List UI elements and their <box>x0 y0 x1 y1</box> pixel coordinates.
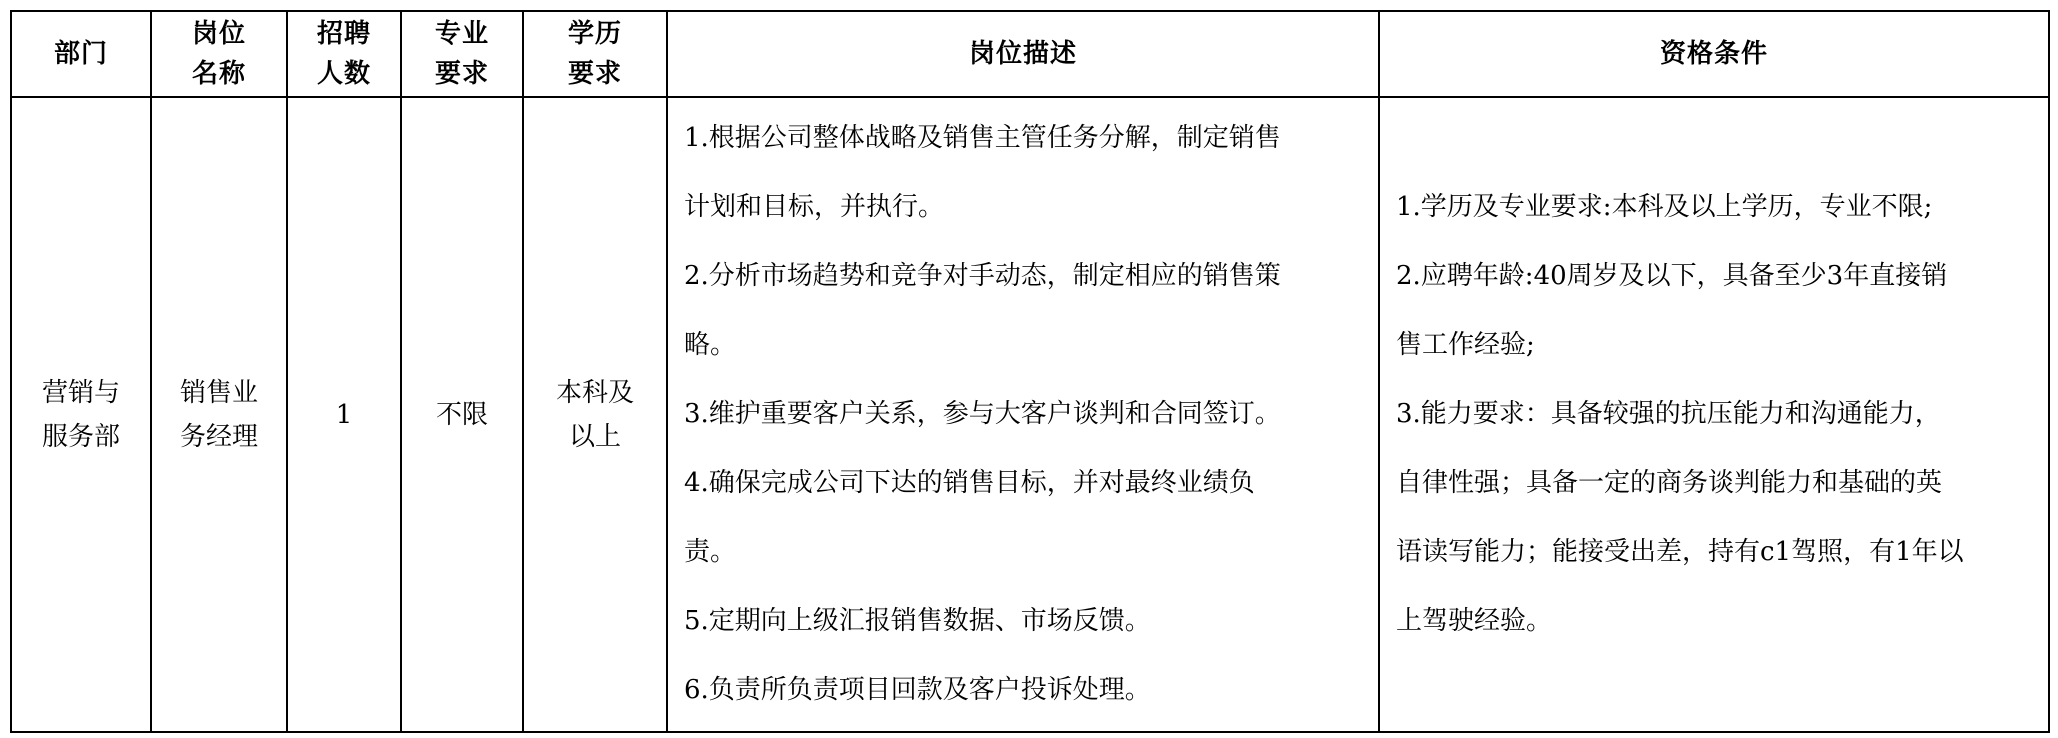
header-education-line1: 学历 <box>567 19 622 49</box>
major-value: 不限 <box>435 399 488 430</box>
header-position <box>151 11 287 97</box>
cell-qualifications <box>1379 97 2049 732</box>
job-posting-table <box>10 10 2050 733</box>
qualification-line: 售工作经验; <box>1396 330 1535 360</box>
header-count-line2: 人数 <box>316 59 371 89</box>
qualification-line: 3.能力要求：具备较强的抗压能力和沟通能力， <box>1396 399 1941 429</box>
header-description <box>667 11 1379 97</box>
education-line2: 以上 <box>568 421 621 452</box>
position-line1: 销售业 <box>179 377 258 408</box>
header-row <box>11 11 2049 97</box>
header-education <box>523 11 667 97</box>
header-count-line1: 招聘 <box>316 19 371 49</box>
qualification-line: 1.学历及专业要求:本科及以上学历，专业不限; <box>1396 192 1933 222</box>
description-line: 1.根据公司整体战略及销售主管任务分解，制定销售 <box>684 123 1281 153</box>
header-position-line2: 名称 <box>191 59 246 89</box>
header-qualifications-line1: 资格条件 <box>1659 39 1768 69</box>
header-position-line1: 岗位 <box>191 19 246 49</box>
header-dept <box>11 11 151 97</box>
qualification-line: 2.应聘年龄:40周岁及以下，具备至少3年直接销 <box>1396 261 1948 291</box>
table-row <box>11 97 2049 732</box>
header-major <box>401 11 523 97</box>
cell-count <box>287 97 401 732</box>
description-line: 5.定期向上级汇报销售数据、市场反馈。 <box>684 606 1151 636</box>
description-line: 6.负责所负责项目回款及客户投诉处理。 <box>684 675 1151 705</box>
qualification-line: 自律性强；具备一定的商务谈判能力和基础的英 <box>1396 468 1943 498</box>
description-line: 2.分析市场趋势和竞争对手动态，制定相应的销售策 <box>684 261 1281 291</box>
header-dept-line1: 部门 <box>53 39 108 69</box>
cell-education <box>523 97 667 732</box>
dept-line1: 营销与 <box>41 377 120 408</box>
description-line: 4.确保完成公司下达的销售目标，并对最终业绩负 <box>684 468 1255 498</box>
cell-position <box>151 97 287 732</box>
cell-dept <box>11 97 151 732</box>
qualification-line: 上驾驶经验。 <box>1396 606 1553 636</box>
dept-line2: 服务部 <box>41 421 120 452</box>
description-line: 计划和目标，并执行。 <box>684 192 945 222</box>
education-line1: 本科及 <box>555 377 634 408</box>
position-line2: 务经理 <box>179 421 258 452</box>
header-description-line1: 岗位描述 <box>968 39 1077 69</box>
header-major-line1: 专业 <box>434 19 489 49</box>
header-count <box>287 11 401 97</box>
description-line: 3.维护重要客户关系，参与大客户谈判和合同签订。 <box>684 399 1281 429</box>
description-line: 责。 <box>684 537 737 567</box>
cell-major <box>401 97 523 732</box>
description-line: 略。 <box>684 330 737 360</box>
header-education-line2: 要求 <box>567 59 622 89</box>
qualification-line: 语读写能力；能接受出差，持有c1驾照，有1年以 <box>1396 537 1964 567</box>
header-qualifications <box>1379 11 2049 97</box>
count-value: 1 <box>335 399 353 430</box>
header-major-line2: 要求 <box>434 59 489 89</box>
cell-description <box>667 97 1379 732</box>
